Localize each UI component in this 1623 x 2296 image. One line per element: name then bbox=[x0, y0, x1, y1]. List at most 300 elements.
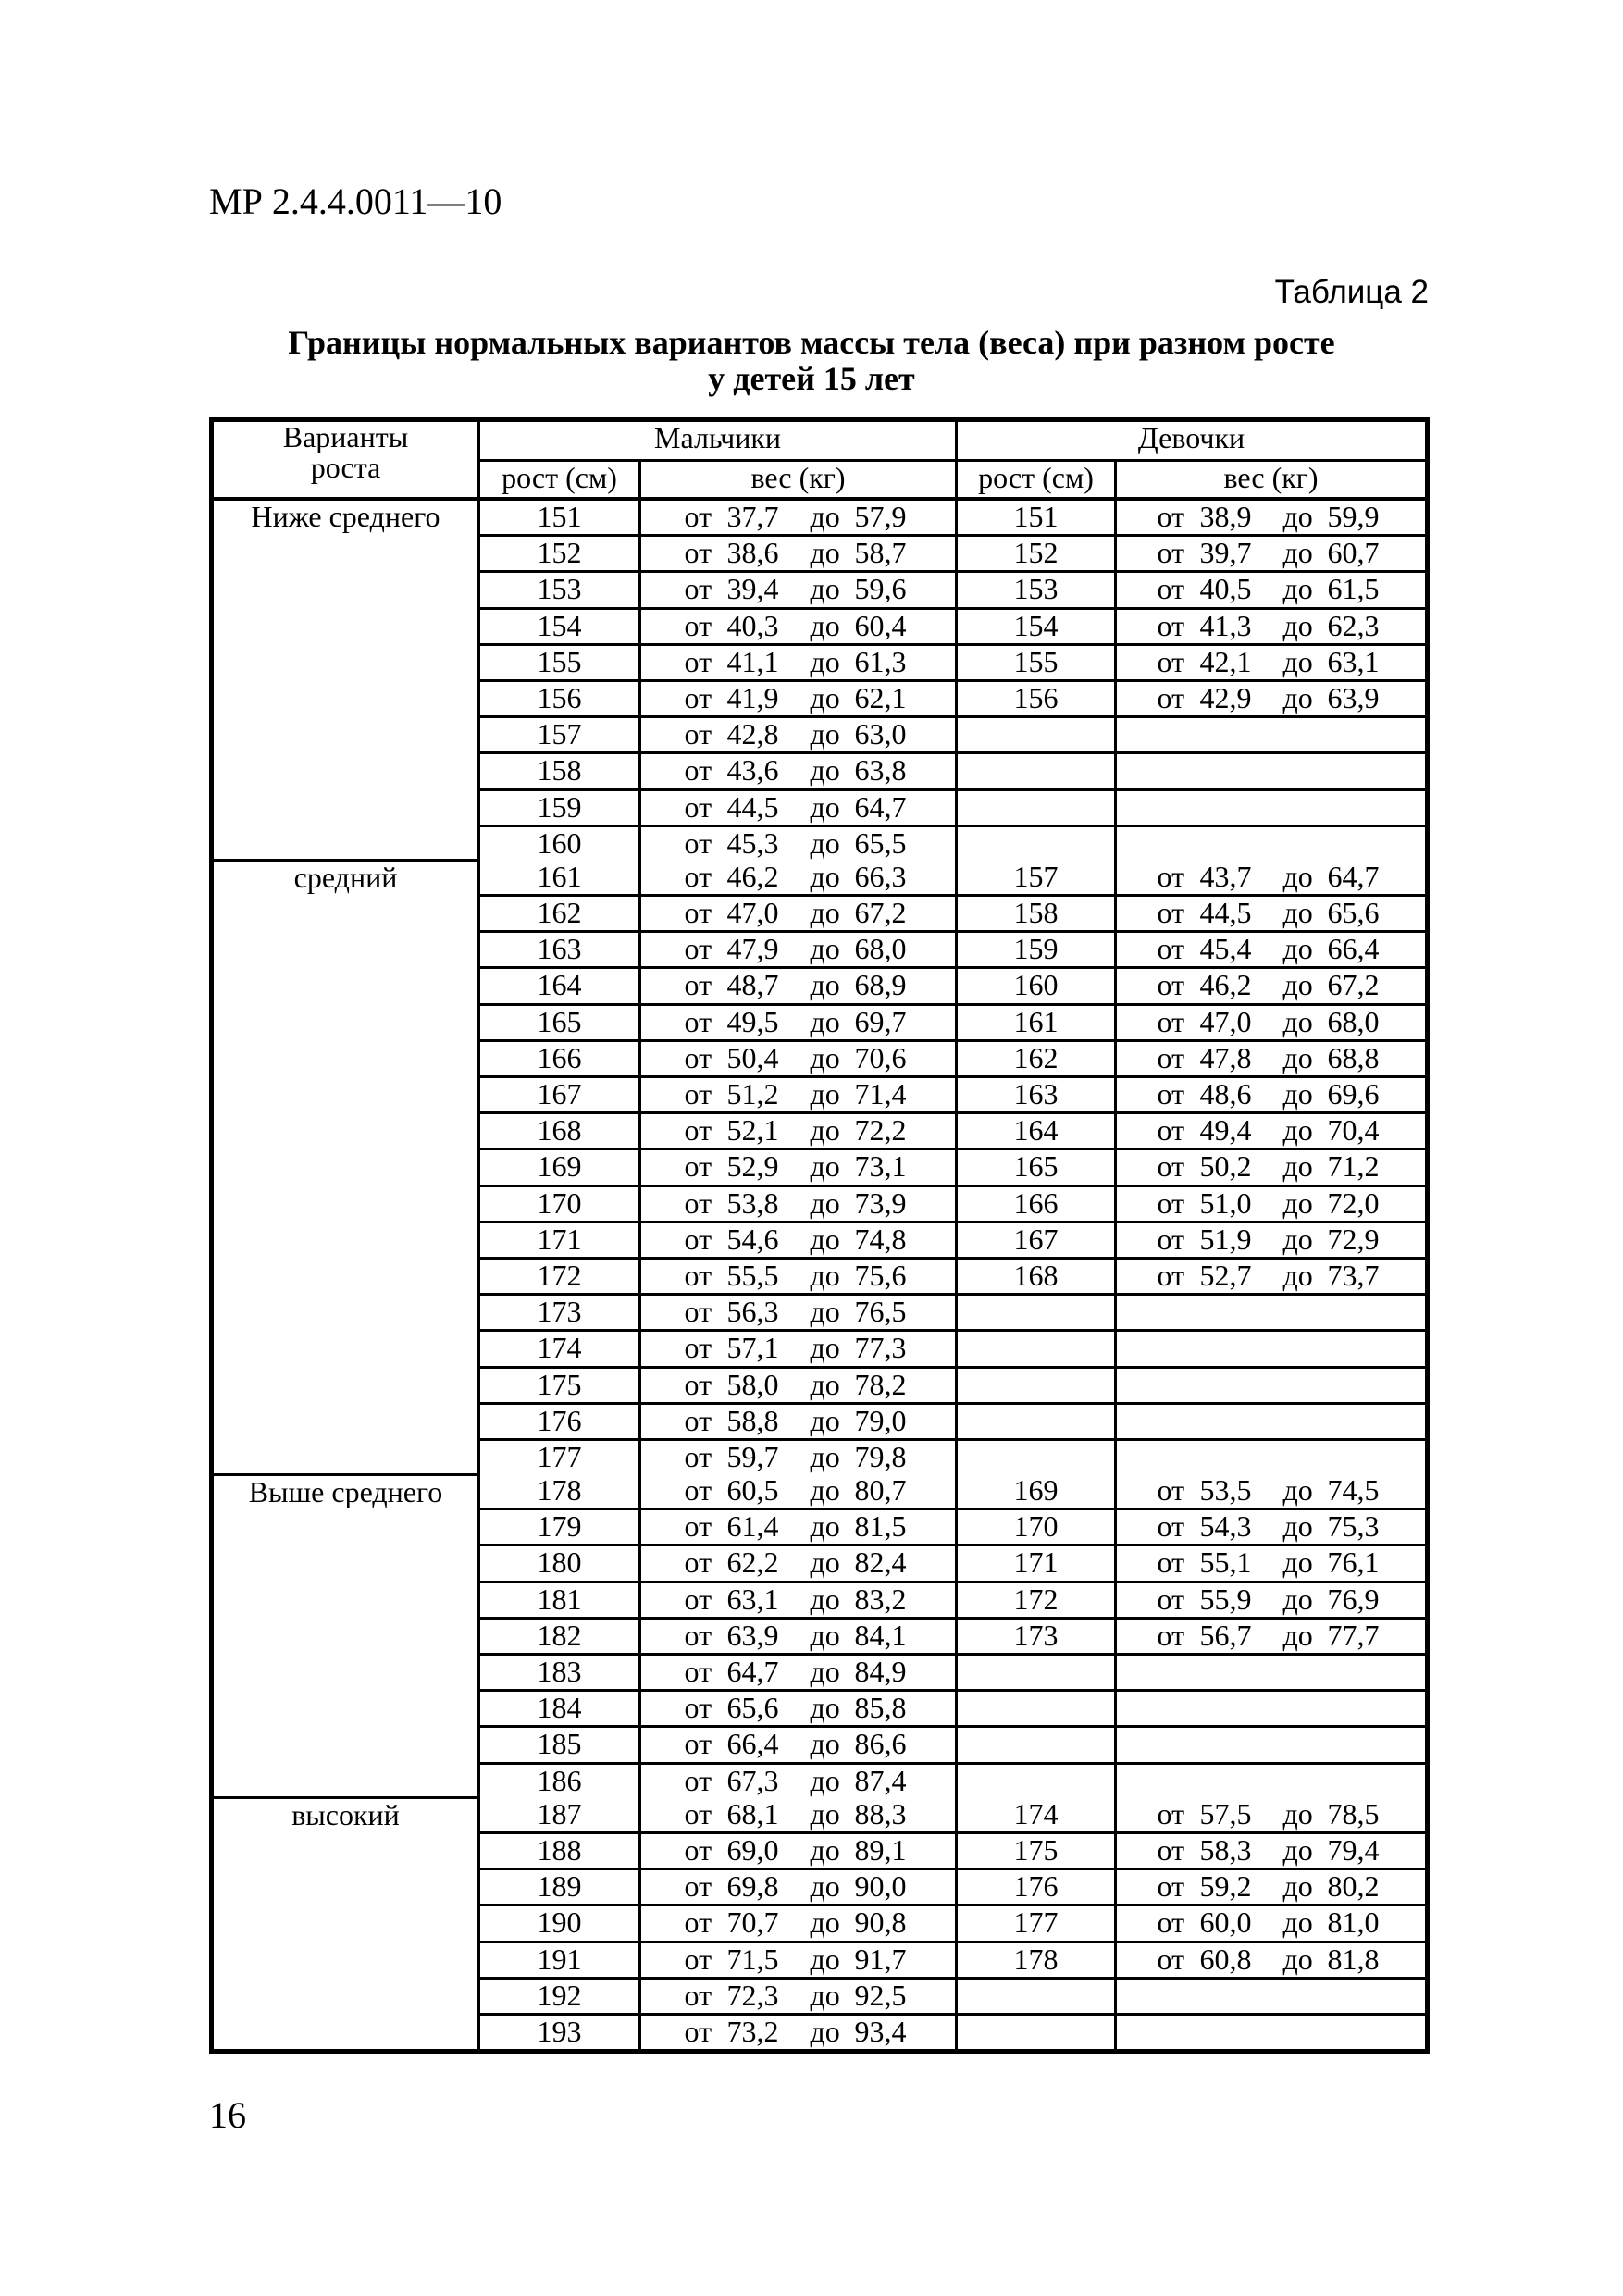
weight-from-value: 58,8 bbox=[726, 1403, 779, 1437]
to-word: до bbox=[810, 1509, 840, 1544]
boys-height-cell: 154 bbox=[479, 608, 640, 644]
boys-weight-cell-content bbox=[641, 610, 955, 641]
weight-from-value: 46,2 bbox=[1199, 968, 1252, 1002]
weight-from-value: 53,5 bbox=[1199, 1474, 1252, 1508]
from-word: от bbox=[684, 1905, 712, 1940]
girls-height-cell bbox=[957, 825, 1116, 861]
to-word: до bbox=[810, 1403, 840, 1437]
girls-weight-cell-content bbox=[1117, 610, 1425, 641]
girls-weight-cell-content bbox=[1117, 1223, 1425, 1255]
boys-weight-cell bbox=[640, 572, 957, 608]
weight-to-value: 79,8 bbox=[854, 1439, 907, 1473]
variant-cell: средний bbox=[212, 861, 479, 1474]
table-number: Таблица 2 bbox=[1274, 274, 1429, 310]
girls-weight-cell-content bbox=[1117, 1006, 1425, 1037]
boys-weight-cell bbox=[640, 1367, 957, 1403]
boys-weight-cell-content bbox=[641, 1006, 955, 1037]
boys-weight-cell bbox=[640, 1832, 957, 1868]
boys-weight-cell bbox=[640, 1582, 957, 1618]
from-word: от bbox=[1157, 1545, 1185, 1580]
girls-height-cell: 172 bbox=[957, 1582, 1116, 1618]
to-word: до bbox=[810, 1618, 840, 1652]
girls-weight-cell bbox=[1116, 825, 1428, 861]
weight-to-value: 74,5 bbox=[1327, 1474, 1380, 1508]
girls-weight-cell-content bbox=[1117, 1798, 1425, 1830]
from-word: от bbox=[684, 1113, 712, 1148]
weight-to-value: 75,3 bbox=[1327, 1509, 1380, 1544]
boys-weight-cell-content bbox=[641, 1656, 955, 1687]
girls-weight-cell bbox=[1116, 1545, 1428, 1582]
girls-weight-cell-content bbox=[1117, 969, 1425, 1000]
to-word: до bbox=[810, 1978, 840, 2012]
boys-height-cell: 159 bbox=[479, 789, 640, 825]
weight-to-value: 69,7 bbox=[854, 1004, 907, 1038]
to-word: до bbox=[810, 1331, 840, 1365]
weight-from-value: 47,0 bbox=[1199, 1004, 1252, 1038]
from-word: от bbox=[684, 1077, 712, 1111]
boys-weight-cell-content bbox=[641, 1369, 955, 1400]
to-word: до bbox=[810, 1655, 840, 1688]
from-word: от bbox=[1157, 644, 1185, 678]
weight-from-value: 51,2 bbox=[726, 1077, 779, 1111]
boys-weight-cell bbox=[640, 1185, 957, 1222]
table-row bbox=[212, 861, 1428, 896]
weight-from-value: 66,4 bbox=[726, 1727, 779, 1761]
girls-height-cell bbox=[957, 1439, 1116, 1474]
girls-weight-cell bbox=[1116, 1185, 1428, 1222]
boys-weight-cell-content bbox=[641, 1405, 955, 1436]
weight-to-value: 58,7 bbox=[854, 536, 907, 570]
weight-from-value: 57,5 bbox=[1199, 1797, 1252, 1831]
boys-weight-cell bbox=[640, 1040, 957, 1076]
girls-weight-cell bbox=[1116, 608, 1428, 644]
weight-to-value: 81,5 bbox=[854, 1509, 907, 1544]
boys-height-cell: 176 bbox=[479, 1403, 640, 1439]
boys-height-cell: 179 bbox=[479, 1509, 640, 1545]
from-word: от bbox=[684, 1691, 712, 1725]
boys-weight-cell-content bbox=[641, 573, 955, 604]
document-code: МР 2.4.4.0011—10 bbox=[209, 180, 502, 222]
weight-from-value: 63,1 bbox=[726, 1582, 779, 1616]
girls-weight-cell-content bbox=[1117, 1870, 1425, 1902]
girls-height-cell bbox=[957, 2014, 1116, 2051]
girls-height-cell: 156 bbox=[957, 680, 1116, 716]
to-word: до bbox=[810, 825, 840, 860]
boys-height-cell: 183 bbox=[479, 1655, 640, 1691]
header-variant-line-2: роста bbox=[310, 451, 381, 484]
girls-height-cell: 167 bbox=[957, 1222, 1116, 1258]
from-word: от bbox=[684, 1474, 712, 1508]
boys-height-cell: 174 bbox=[479, 1331, 640, 1367]
boys-weight-cell bbox=[640, 2014, 957, 2051]
boys-weight-cell bbox=[640, 896, 957, 932]
girls-height-cell bbox=[957, 1727, 1116, 1763]
girls-height-cell bbox=[957, 1367, 1116, 1403]
weight-from-value: 44,5 bbox=[1199, 896, 1252, 930]
boys-weight-cell bbox=[640, 1763, 957, 1798]
girls-weight-cell bbox=[1116, 932, 1428, 968]
weight-to-value: 80,7 bbox=[854, 1474, 907, 1508]
weight-to-value: 72,9 bbox=[1327, 1222, 1380, 1256]
from-word: от bbox=[1157, 680, 1185, 714]
weight-to-value: 72,2 bbox=[854, 1113, 907, 1148]
weight-to-value: 60,7 bbox=[1327, 536, 1380, 570]
to-word: до bbox=[1282, 1258, 1313, 1292]
header-girls-height: рост (см) bbox=[957, 461, 1116, 500]
girls-height-cell bbox=[957, 789, 1116, 825]
boys-weight-cell bbox=[640, 1258, 957, 1294]
weight-to-value: 66,4 bbox=[1327, 932, 1380, 966]
boys-weight-cell-content bbox=[641, 827, 955, 859]
to-word: до bbox=[1282, 608, 1313, 642]
from-word: от bbox=[684, 753, 712, 788]
header-boys-height: рост (см) bbox=[479, 461, 640, 500]
to-word: до bbox=[1282, 932, 1313, 966]
boys-weight-cell bbox=[640, 1149, 957, 1185]
weight-to-value: 87,4 bbox=[854, 1763, 907, 1797]
weight-from-value: 52,7 bbox=[1199, 1258, 1252, 1292]
to-word: до bbox=[810, 1439, 840, 1473]
weight-to-value: 89,1 bbox=[854, 1832, 907, 1867]
weight-from-value: 68,1 bbox=[726, 1797, 779, 1831]
to-word: до bbox=[810, 644, 840, 678]
weight-from-value: 42,9 bbox=[1199, 680, 1252, 714]
weight-to-value: 73,9 bbox=[854, 1185, 907, 1220]
girls-weight-cell-content bbox=[1117, 1906, 1425, 1938]
from-word: от bbox=[684, 1942, 712, 1976]
weight-to-value: 71,4 bbox=[854, 1077, 907, 1111]
boys-weight-cell bbox=[640, 1545, 957, 1582]
to-word: до bbox=[1282, 1905, 1313, 1940]
from-word: от bbox=[684, 1258, 712, 1292]
weight-from-value: 73,2 bbox=[726, 2014, 779, 2048]
weight-to-value: 69,6 bbox=[1327, 1077, 1380, 1111]
weight-to-value: 85,8 bbox=[854, 1691, 907, 1725]
boys-height-cell: 158 bbox=[479, 753, 640, 789]
girls-weight-cell bbox=[1116, 536, 1428, 572]
from-word: от bbox=[1157, 1113, 1185, 1148]
girls-weight-cell bbox=[1116, 1077, 1428, 1113]
to-word: до bbox=[1282, 500, 1313, 533]
weight-from-value: 49,5 bbox=[726, 1004, 779, 1038]
to-word: до bbox=[1282, 1509, 1313, 1544]
weight-from-value: 47,0 bbox=[726, 896, 779, 930]
weight-to-value: 65,6 bbox=[1327, 896, 1380, 930]
girls-weight-cell bbox=[1116, 1832, 1428, 1868]
from-word: от bbox=[684, 608, 712, 642]
table-title-line-2: у детей 15 лет bbox=[708, 360, 915, 397]
boys-height-cell: 192 bbox=[479, 1978, 640, 2014]
boys-height-cell: 167 bbox=[479, 1077, 640, 1113]
weight-from-value: 41,1 bbox=[726, 644, 779, 678]
weight-to-value: 60,4 bbox=[854, 608, 907, 642]
girls-weight-cell-content bbox=[1117, 1078, 1425, 1110]
from-word: от bbox=[1157, 1905, 1185, 1940]
girls-height-cell: 176 bbox=[957, 1869, 1116, 1905]
weight-from-value: 46,2 bbox=[726, 860, 779, 893]
girls-weight-cell bbox=[1116, 1798, 1428, 1833]
weight-height-table bbox=[209, 417, 1430, 2054]
girls-weight-cell bbox=[1116, 1331, 1428, 1367]
girls-weight-cell bbox=[1116, 572, 1428, 608]
weight-from-value: 40,3 bbox=[726, 608, 779, 642]
header-boys-weight: вес (кг) bbox=[640, 461, 957, 500]
weight-from-value: 65,6 bbox=[726, 1691, 779, 1725]
boys-height-cell: 191 bbox=[479, 1942, 640, 1978]
boys-height-cell: 165 bbox=[479, 1004, 640, 1040]
to-word: до bbox=[810, 789, 840, 824]
weight-from-value: 39,7 bbox=[1199, 536, 1252, 570]
boys-weight-cell bbox=[640, 1978, 957, 2014]
girls-weight-cell bbox=[1116, 2014, 1428, 2051]
girls-weight-cell-content bbox=[1117, 1546, 1425, 1578]
weight-to-value: 78,2 bbox=[854, 1367, 907, 1401]
girls-height-cell: 170 bbox=[957, 1509, 1116, 1545]
weight-to-value: 78,5 bbox=[1327, 1797, 1380, 1831]
boys-height-cell: 166 bbox=[479, 1040, 640, 1076]
weight-to-value: 64,7 bbox=[1327, 860, 1380, 893]
boys-weight-cell-content bbox=[641, 1078, 955, 1110]
to-word: до bbox=[1282, 1869, 1313, 1904]
girls-height-cell: 165 bbox=[957, 1149, 1116, 1185]
header-boys: Мальчики bbox=[479, 420, 957, 461]
weight-to-value: 64,7 bbox=[854, 789, 907, 824]
from-word: от bbox=[1157, 1185, 1185, 1220]
boys-weight-cell-content bbox=[641, 718, 955, 750]
boys-weight-cell-content bbox=[641, 1980, 955, 2011]
boys-weight-cell-content bbox=[641, 1042, 955, 1074]
boys-weight-cell-content bbox=[641, 1187, 955, 1219]
boys-weight-cell bbox=[640, 644, 957, 680]
girls-weight-cell-content bbox=[1117, 1510, 1425, 1542]
weight-from-value: 50,2 bbox=[1199, 1149, 1252, 1184]
boys-weight-cell bbox=[640, 1403, 957, 1439]
boys-weight-cell-content bbox=[641, 1728, 955, 1759]
weight-to-value: 90,0 bbox=[854, 1869, 907, 1904]
from-word: от bbox=[1157, 1258, 1185, 1292]
boys-height-cell: 182 bbox=[479, 1618, 640, 1654]
girls-height-cell bbox=[957, 1655, 1116, 1691]
weight-from-value: 45,3 bbox=[726, 825, 779, 860]
weight-from-value: 60,0 bbox=[1199, 1905, 1252, 1940]
boys-height-cell: 161 bbox=[479, 861, 640, 896]
to-word: до bbox=[810, 1797, 840, 1831]
from-word: от bbox=[684, 1797, 712, 1831]
boys-height-cell: 172 bbox=[479, 1258, 640, 1294]
from-word: от bbox=[1157, 1149, 1185, 1184]
weight-to-value: 63,0 bbox=[854, 717, 907, 751]
girls-height-cell bbox=[957, 1295, 1116, 1331]
to-word: до bbox=[1282, 1222, 1313, 1256]
boys-weight-cell bbox=[640, 1942, 957, 1978]
to-word: до bbox=[1282, 680, 1313, 714]
to-word: до bbox=[810, 2014, 840, 2048]
weight-to-value: 61,3 bbox=[854, 644, 907, 678]
weight-to-value: 91,7 bbox=[854, 1942, 907, 1976]
weight-to-value: 76,1 bbox=[1327, 1545, 1380, 1580]
girls-weight-cell bbox=[1116, 1439, 1428, 1474]
boys-height-cell: 186 bbox=[479, 1763, 640, 1798]
boys-weight-cell-content bbox=[641, 1441, 955, 1472]
girls-weight-cell-content bbox=[1117, 1260, 1425, 1291]
girls-height-cell: 152 bbox=[957, 536, 1116, 572]
table-title bbox=[167, 325, 1456, 397]
girls-height-cell: 161 bbox=[957, 1004, 1116, 1040]
weight-from-value: 42,1 bbox=[1199, 644, 1252, 678]
weight-from-value: 71,5 bbox=[726, 1942, 779, 1976]
boys-height-cell: 193 bbox=[479, 2014, 640, 2051]
from-word: от bbox=[1157, 1004, 1185, 1038]
to-word: до bbox=[810, 1905, 840, 1940]
weight-from-value: 67,3 bbox=[726, 1763, 779, 1797]
variant-cell: высокий bbox=[212, 1798, 479, 2052]
to-word: до bbox=[810, 608, 840, 642]
girls-height-cell: 178 bbox=[957, 1942, 1116, 1978]
weight-to-value: 79,4 bbox=[1327, 1832, 1380, 1867]
weight-to-value: 76,5 bbox=[854, 1295, 907, 1329]
girls-weight-cell bbox=[1116, 1113, 1428, 1149]
weight-from-value: 48,6 bbox=[1199, 1077, 1252, 1111]
boys-height-cell: 177 bbox=[479, 1439, 640, 1474]
boys-height-cell: 189 bbox=[479, 1869, 640, 1905]
boys-weight-cell-content bbox=[641, 1114, 955, 1146]
weight-from-value: 64,7 bbox=[726, 1655, 779, 1688]
girls-weight-cell bbox=[1116, 1295, 1428, 1331]
weight-from-value: 51,0 bbox=[1199, 1185, 1252, 1220]
from-word: от bbox=[684, 1655, 712, 1688]
weight-from-value: 56,7 bbox=[1199, 1618, 1252, 1652]
weight-to-value: 92,5 bbox=[854, 1978, 907, 2012]
from-word: от bbox=[684, 572, 712, 606]
weight-to-value: 90,8 bbox=[854, 1905, 907, 1940]
girls-weight-cell bbox=[1116, 499, 1428, 536]
weight-to-value: 76,9 bbox=[1327, 1582, 1380, 1616]
boys-weight-cell-content bbox=[641, 1870, 955, 1902]
header-variant-line-1: Варианты bbox=[282, 420, 409, 453]
boys-height-cell: 188 bbox=[479, 1832, 640, 1868]
to-word: до bbox=[1282, 1582, 1313, 1616]
to-word: до bbox=[1282, 1618, 1313, 1652]
boys-weight-cell-content bbox=[641, 1943, 955, 1975]
boys-weight-cell-content bbox=[641, 682, 955, 714]
girls-height-cell: 158 bbox=[957, 896, 1116, 932]
girls-height-cell bbox=[957, 1691, 1116, 1727]
to-word: до bbox=[810, 896, 840, 930]
to-word: до bbox=[1282, 968, 1313, 1002]
to-word: до bbox=[810, 1727, 840, 1761]
weight-from-value: 41,9 bbox=[726, 680, 779, 714]
to-word: до bbox=[810, 1185, 840, 1220]
weight-from-value: 69,8 bbox=[726, 1869, 779, 1904]
to-word: до bbox=[810, 1113, 840, 1148]
from-word: от bbox=[684, 1185, 712, 1220]
weight-from-value: 48,7 bbox=[726, 968, 779, 1002]
to-word: до bbox=[810, 1691, 840, 1725]
boys-height-cell: 156 bbox=[479, 680, 640, 716]
weight-to-value: 63,8 bbox=[854, 753, 907, 788]
boys-height-cell: 168 bbox=[479, 1113, 640, 1149]
to-word: до bbox=[810, 968, 840, 1002]
from-word: от bbox=[684, 932, 712, 966]
to-word: до bbox=[810, 1474, 840, 1508]
boys-height-cell: 163 bbox=[479, 932, 640, 968]
weight-from-value: 59,7 bbox=[726, 1439, 779, 1473]
weight-from-value: 55,9 bbox=[1199, 1582, 1252, 1616]
boys-weight-cell-content bbox=[641, 1620, 955, 1651]
girls-weight-cell-content bbox=[1117, 897, 1425, 928]
weight-from-value: 60,8 bbox=[1199, 1942, 1252, 1976]
boys-weight-cell-content bbox=[641, 1906, 955, 1938]
girls-weight-cell-content bbox=[1117, 646, 1425, 677]
girls-height-cell bbox=[957, 1763, 1116, 1798]
to-word: до bbox=[810, 1295, 840, 1329]
girls-weight-cell bbox=[1116, 896, 1428, 932]
weight-from-value: 47,9 bbox=[726, 932, 779, 966]
girls-height-cell: 154 bbox=[957, 608, 1116, 644]
boys-weight-cell bbox=[640, 1077, 957, 1113]
weight-to-value: 61,5 bbox=[1327, 572, 1380, 606]
from-word: от bbox=[1157, 1040, 1185, 1074]
girls-weight-cell-content bbox=[1117, 1114, 1425, 1146]
from-word: от bbox=[684, 1763, 712, 1797]
boys-weight-cell-content bbox=[641, 1296, 955, 1327]
boys-weight-cell-content bbox=[641, 1692, 955, 1723]
to-word: до bbox=[810, 1367, 840, 1401]
boys-weight-cell bbox=[640, 753, 957, 789]
boys-weight-cell-content bbox=[641, 1583, 955, 1615]
from-word: от bbox=[1157, 1797, 1185, 1831]
from-word: от bbox=[684, 680, 712, 714]
table-row bbox=[212, 1474, 1428, 1509]
weight-from-value: 55,5 bbox=[726, 1258, 779, 1292]
weight-from-value: 51,9 bbox=[1199, 1222, 1252, 1256]
boys-weight-cell-content bbox=[641, 1510, 955, 1542]
header-girls: Девочки bbox=[957, 420, 1428, 461]
to-word: до bbox=[1282, 644, 1313, 678]
weight-to-value: 63,1 bbox=[1327, 644, 1380, 678]
to-word: до bbox=[810, 1582, 840, 1616]
girls-weight-cell bbox=[1116, 1763, 1428, 1798]
from-word: от bbox=[1157, 968, 1185, 1002]
boys-height-cell: 184 bbox=[479, 1691, 640, 1727]
weight-to-value: 62,3 bbox=[1327, 608, 1380, 642]
from-word: от bbox=[684, 1295, 712, 1329]
from-word: от bbox=[684, 1149, 712, 1184]
to-word: до bbox=[1282, 1185, 1313, 1220]
weight-from-value: 54,3 bbox=[1199, 1509, 1252, 1544]
from-word: от bbox=[684, 644, 712, 678]
boys-weight-cell-content bbox=[641, 501, 955, 532]
boys-weight-cell bbox=[640, 861, 957, 896]
weight-from-value: 69,0 bbox=[726, 1832, 779, 1867]
boys-weight-cell bbox=[640, 499, 957, 536]
boys-weight-cell bbox=[640, 789, 957, 825]
weight-from-value: 50,4 bbox=[726, 1040, 779, 1074]
girls-height-cell: 157 bbox=[957, 861, 1116, 896]
from-word: от bbox=[1157, 1618, 1185, 1652]
girls-height-cell: 168 bbox=[957, 1258, 1116, 1294]
from-word: от bbox=[684, 1367, 712, 1401]
from-word: от bbox=[684, 1040, 712, 1074]
weight-from-value: 40,5 bbox=[1199, 572, 1252, 606]
weight-from-value: 57,1 bbox=[726, 1331, 779, 1365]
boys-height-cell: 162 bbox=[479, 896, 640, 932]
weight-to-value: 83,2 bbox=[854, 1582, 907, 1616]
boys-weight-cell bbox=[640, 1004, 957, 1040]
girls-height-cell bbox=[957, 1331, 1116, 1367]
girls-weight-cell bbox=[1116, 1367, 1428, 1403]
from-word: от bbox=[1157, 536, 1185, 570]
